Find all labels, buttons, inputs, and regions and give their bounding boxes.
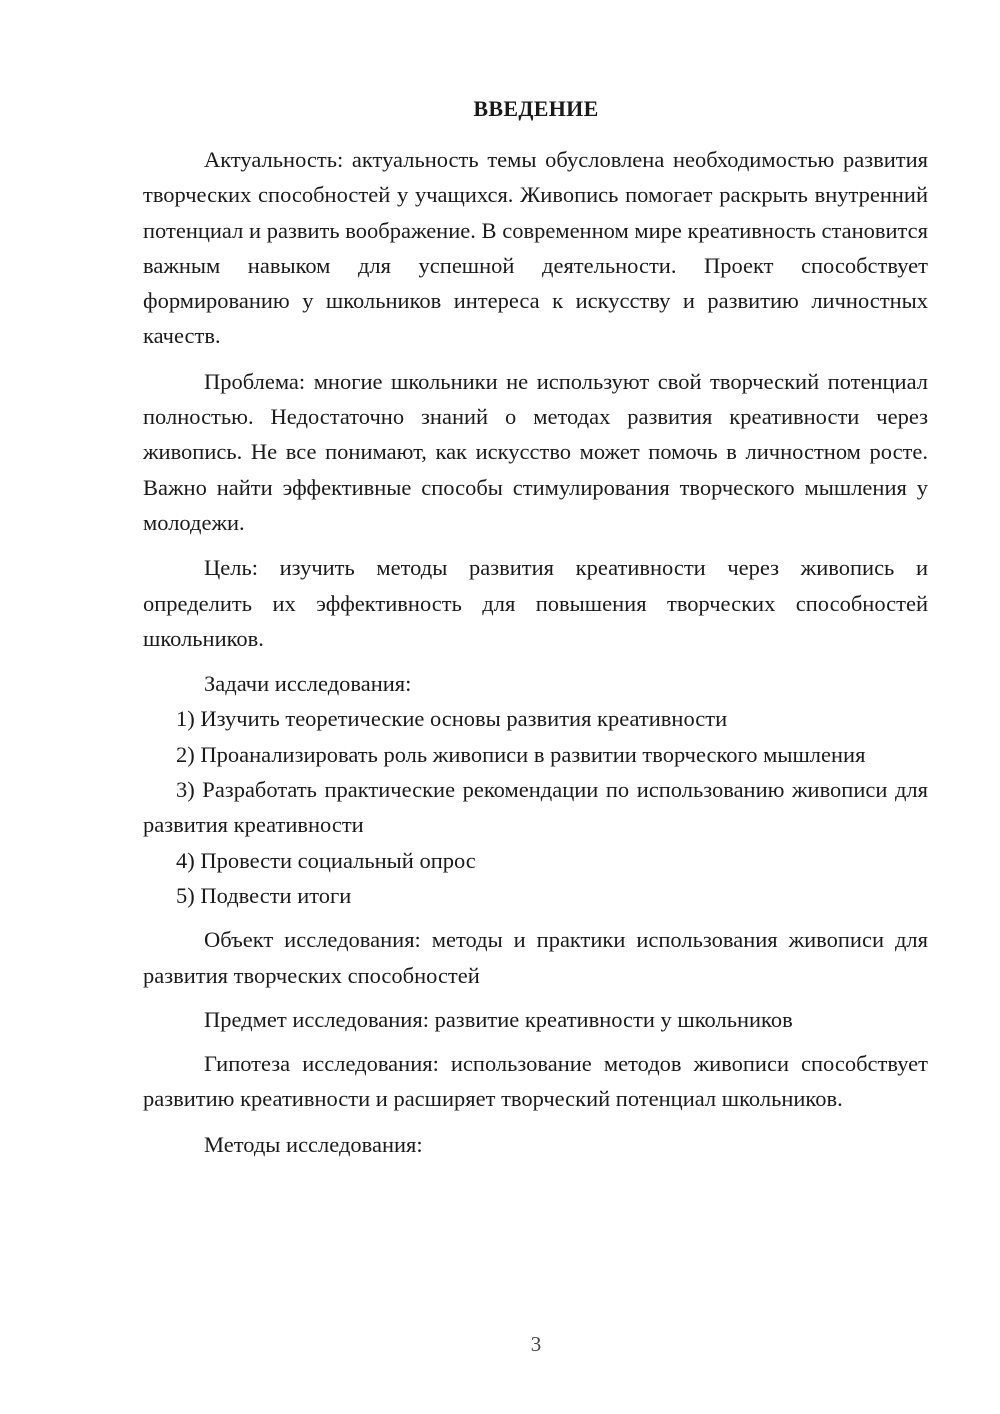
paragraph-relevance: Актуальность: актуальность темы обусловлена необходимостью развития творческих способностей у учащихся. Живопись помогает раскрыть внутренний потенциал и развить воображение. В современном мире креативность становится важным навыком для успешной деятельности. Проект способствует формированию у школьников интереса к искусству и развитию личностных качеств. [143,147,928,349]
paragraph-object: Объект исследования: методы и практики использования живописи для развития творческих способностей [143,927,928,988]
list-item: 4) Провести социальный опрос [176,847,476,873]
list-item: 3) Разработать практические рекомендации по использованию живописи для развития креативности [143,777,928,838]
methods-heading: Методы исследования: [204,1131,423,1157]
paragraph-goal: Цель: изучить методы развития креативности через живопись и определить их эффективность для повышения творческих способностей школьников. [143,555,928,651]
list-item: 5) Подвести итоги [176,882,352,908]
document-body [143,142,928,1162]
page-title: ВВЕДЕНИЕ [473,96,599,121]
paragraph-subject: Предмет исследования: развитие креативности у школьников [204,1006,793,1032]
paragraph-problem: Проблема: многие школьники не используют свой творческий потенциал полностью. Недостаточно знаний о методах развития креативности через живопись. Не все понимают, как искусство может помочь в личностном росте. Важно найти эффективные способы стимулирования творческого мышления у молодежи. [143,368,928,535]
list-item: 1) Изучить теоретические основы развития креативности [176,706,728,732]
page-number: 3 [530,1332,542,1356]
list-item: 2) Проанализировать роль живописи в развитии творческого мышления [176,741,866,767]
tasks-heading: Задачи исследования: [204,671,412,697]
paragraph-hypothesis: Гипотеза исследования: использование методов живописи способствует развитию креативности и расширяет творческий потенциал школьников. [143,1051,928,1112]
